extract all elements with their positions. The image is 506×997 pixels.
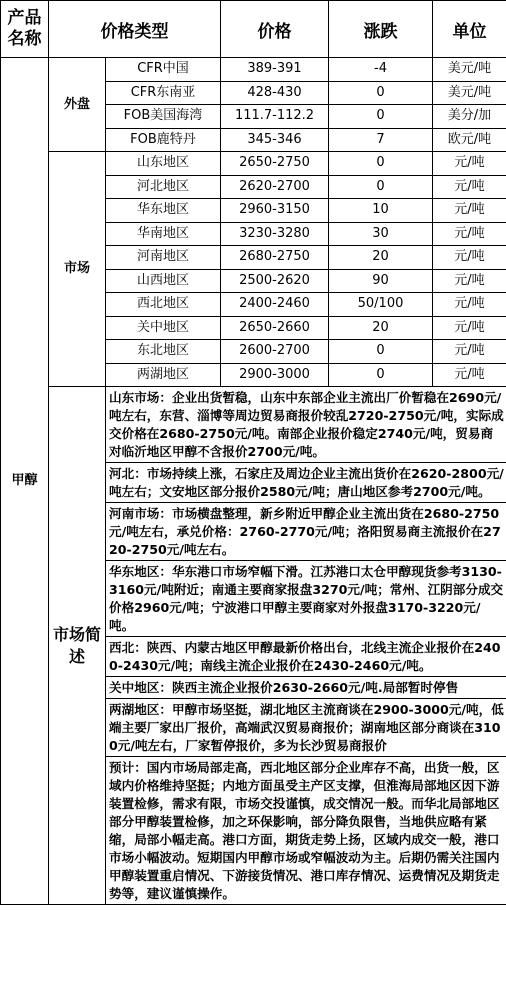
price-type-cell: 河南地区 (106, 246, 221, 270)
unit-cell: 元/吨 (433, 175, 506, 199)
section-outer: 外盘 (49, 58, 106, 152)
unit-cell: 元/吨 (433, 222, 506, 246)
header-price-type: 价格类型 (49, 1, 221, 58)
summary-east-china: 华东地区：华东港口市场窄幅下滑。江苏港口太仓甲醇现货参考3130-3160元/吨附近；南通主要商家报盘3270元/吨；常州、江阴部分成交价格2960元/吨；宁波港口甲醇主要商家对外报盘3170-3220元/吨。 (106, 561, 506, 637)
unit-cell: 美元/吨 (433, 58, 506, 82)
price-cell: 428-430 (221, 81, 329, 105)
change-cell: 0 (329, 81, 433, 105)
price-type-cell: 东北地区 (106, 340, 221, 364)
change-cell: 20 (329, 246, 433, 270)
unit-cell: 元/吨 (433, 340, 506, 364)
change-cell: 7 (329, 128, 433, 152)
unit-cell: 元/吨 (433, 293, 506, 317)
header-product-name: 产品名称 (1, 1, 49, 58)
price-cell: 2900-3000 (221, 363, 329, 387)
summary-forecast: 预计：国内市场局部走高，西北地区部分企业库存不高，出货一般，区域内价格维持坚挺；内地方面虽受主产区支撑，但淮海局部地区因下游装置检修，需求有限，市场交投谨慎，成交情况一般。而华北局部地区部分甲醇装置检修，加之环保影响，部分降负限售，当地供应略有紧缩，局部小幅走高。港口方面，期货走势上扬，区域内成交一般，港口市场小幅波动。短期国内甲醇市场或窄幅波动为主。后期仍需关注国内甲醇装置重启情况、下游接货情况、港口库存情况、运费情况及期货走势等，建议谨慎操作。 (106, 757, 506, 905)
unit-cell: 元/吨 (433, 363, 506, 387)
price-type-cell: 山东地区 (106, 152, 221, 176)
price-cell: 345-346 (221, 128, 329, 152)
unit-cell: 元/吨 (433, 152, 506, 176)
change-cell: -4 (329, 58, 433, 82)
table-row (1, 58, 506, 82)
price-type-cell: 西北地区 (106, 293, 221, 317)
summary-henan: 河南市场：市场横盘整理，新乡附近甲醇企业主流出货在2680-2750元/吨左右，承兑价格：2760-2770元/吨；洛阳贸易商主流报价在2720-2750元/吨左右。 (106, 503, 506, 561)
summary-hebei: 河北：市场持续上涨，石家庄及周边企业主流出货价在2620-2800元/吨左右；文安地区部分报价2580元/吨；唐山地区参考2700元/吨。 (106, 463, 506, 503)
table-row (1, 152, 506, 176)
product-name-cell: 甲醇 (1, 58, 49, 905)
change-cell: 0 (329, 175, 433, 199)
summary-row (1, 387, 506, 463)
header-unit: 单位 (433, 1, 506, 58)
price-type-cell: CFR东南亚 (106, 81, 221, 105)
price-type-cell: CFR中国 (106, 58, 221, 82)
summary-shandong: 山东市场：企业出货暂稳，山东中东部企业主流出厂价暂稳在2690元/吨左右，东营、淄博等周边贸易商报价较乱2720-2750元/吨，实际成交价格在2680-2750元/吨。南部企业报价稳定2740元/吨，贸易商对临沂地区甲醇不含报价2700元/吨。 (106, 387, 506, 463)
price-type-cell: FOB美国海湾 (106, 105, 221, 129)
change-cell: 0 (329, 340, 433, 364)
summary-lianghu: 两湖地区：甲醇市场坚挺，湖北地区主流商谈在2900-3000元/吨，低端主要厂家出厂报价，高端武汉贸易商报价；湖南地区部分商谈在3100元/吨左右，厂家暂停报价，多为长沙贸易商报价 (106, 699, 506, 757)
price-type-cell: 华东地区 (106, 199, 221, 223)
unit-cell: 元/吨 (433, 246, 506, 270)
unit-cell: 元/吨 (433, 269, 506, 293)
change-cell: 30 (329, 222, 433, 246)
unit-cell: 美分/加 (433, 105, 506, 129)
price-cell: 2960-3150 (221, 199, 329, 223)
price-type-cell: 华南地区 (106, 222, 221, 246)
price-cell: 2650-2660 (221, 316, 329, 340)
price-type-cell: 山西地区 (106, 269, 221, 293)
section-summary: 市场简述 (49, 387, 106, 905)
section-market: 市场 (49, 152, 106, 387)
header-row (1, 1, 506, 58)
unit-cell: 元/吨 (433, 199, 506, 223)
unit-cell: 元/吨 (433, 316, 506, 340)
change-cell: 0 (329, 152, 433, 176)
price-cell: 2500-2620 (221, 269, 329, 293)
price-cell: 2680-2750 (221, 246, 329, 270)
unit-cell: 欧元/吨 (433, 128, 506, 152)
change-cell: 50/100 (329, 293, 433, 317)
price-type-cell: 河北地区 (106, 175, 221, 199)
price-cell: 389-391 (221, 58, 329, 82)
unit-cell: 美元/吨 (433, 81, 506, 105)
summary-northwest: 西北：陕西、内蒙古地区甲醇最新价格出台，北线主流企业报价在2400-2430元/吨；南线主流企业报价在2430-2460元/吨。 (106, 637, 506, 677)
header-change: 涨跌 (329, 1, 433, 58)
change-cell: 0 (329, 363, 433, 387)
price-cell: 2620-2700 (221, 175, 329, 199)
header-price: 价格 (221, 1, 329, 58)
price-type-cell: 两湖地区 (106, 363, 221, 387)
price-type-cell: 关中地区 (106, 316, 221, 340)
summary-guanzhong: 关中地区：陕西主流企业报价2630-2660元/吨.局部暂时停售 (106, 677, 506, 699)
change-cell: 90 (329, 269, 433, 293)
price-cell: 2600-2700 (221, 340, 329, 364)
price-cell: 2400-2460 (221, 293, 329, 317)
price-type-cell: FOB鹿特丹 (106, 128, 221, 152)
change-cell: 10 (329, 199, 433, 223)
change-cell: 0 (329, 105, 433, 129)
price-cell: 3230-3280 (221, 222, 329, 246)
change-cell: 20 (329, 316, 433, 340)
price-cell: 2650-2750 (221, 152, 329, 176)
price-cell: 111.7-112.2 (221, 105, 329, 129)
